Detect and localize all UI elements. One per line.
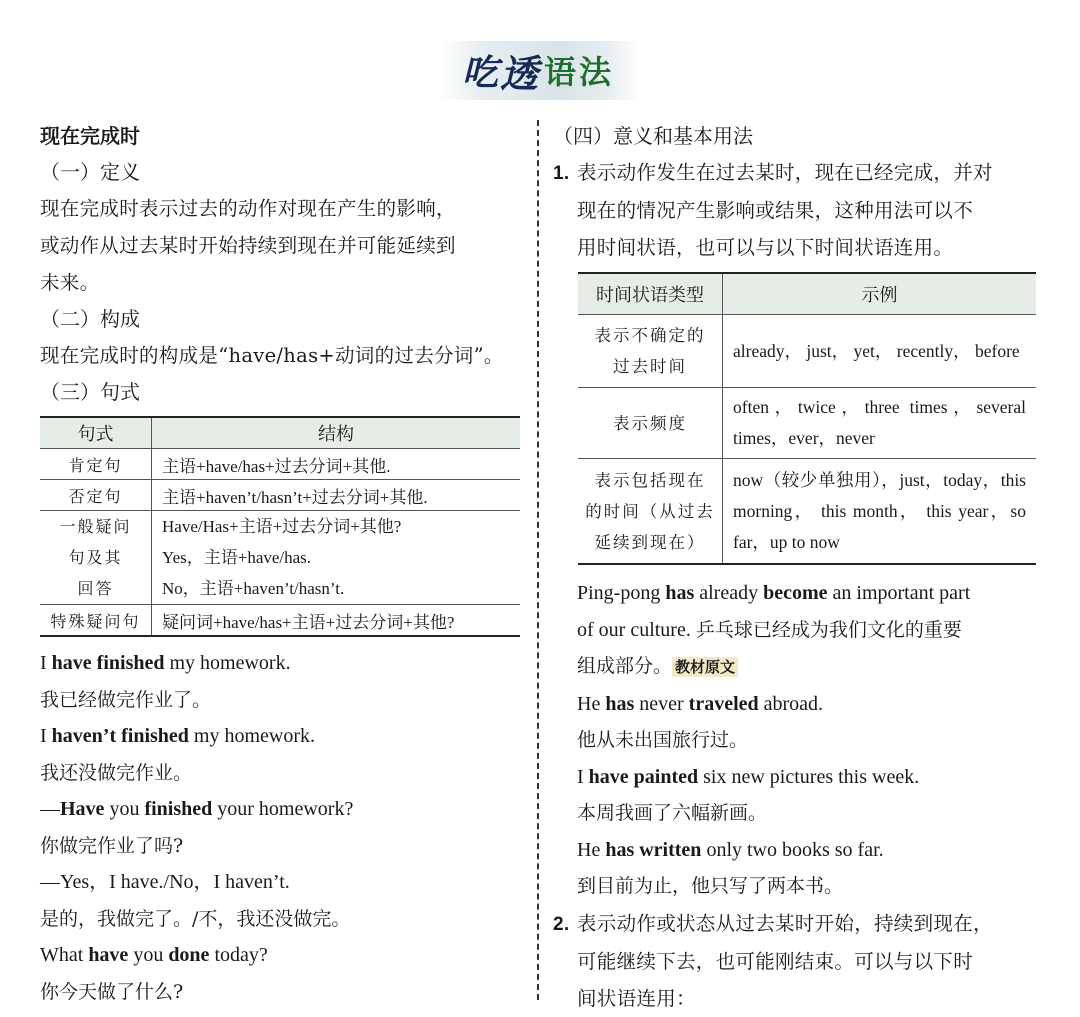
text: What [40,944,89,966]
table-cell [578,315,723,388]
text: I [577,765,589,788]
example-sentence [40,937,522,974]
table-row [40,511,520,605]
bold-text: finished [144,798,213,820]
example-sentence [577,759,1048,796]
table-cell: often，twice，three times，several times，ever，never [723,388,1037,459]
bold-text: have finished [51,652,165,674]
example-translation: 到目前为止，他只写了两本书。 [577,875,844,897]
sentence-pattern-table [40,416,520,637]
table-cell: now（较少单独用），just，today，this morning， this month， this year，so far，up to now [723,459,1037,565]
point-number: 1. [553,163,570,184]
text: six new pictures this week. [698,765,920,788]
example-translation [577,648,1048,686]
cell-line: 延续到现在） [594,532,706,552]
text: an important part [827,582,971,604]
table-header: 示例 [723,273,1037,315]
bold-text: traveled [688,692,759,715]
table-header: 时间状语类型 [578,273,723,315]
table-header-row [578,273,1036,315]
banner-part1: 吃 [461,52,500,94]
cell-line: Yes，主语+have/has. [162,548,312,567]
table-header-row [40,417,520,449]
left-column [40,118,522,1010]
form-heading: （二）构成 [40,307,140,331]
text: — [40,798,60,820]
bold-text: have painted [588,765,699,788]
cell-line: Have/Has+主语+过去分词+其他? [162,517,402,536]
bold-text: Have [60,798,105,820]
example-translation: 本周我画了六幅新画。 [577,802,768,824]
text: you [104,798,145,820]
table-cell [578,459,723,565]
text: 组成部分。 [577,655,673,677]
banner-part3: 语法 [544,53,615,91]
table-row [40,449,520,480]
definition-line: 或动作从过去某时开始持续到现在并可能延续到 [40,234,456,257]
cell-line: 表示包括现在 [594,470,706,490]
example-sentence: —Yes，I have./No，I haven’t. [40,871,290,893]
table-cell: 特殊疑问句 [40,605,152,637]
example-translation: 是的，我做完了。/不，我还没做完。 [40,907,351,930]
example-sentence [577,575,1048,612]
table-cell: 主语+have/has+过去分词+其他. [152,449,521,480]
table-row [578,459,1036,565]
text: only two books so far. [701,838,884,861]
example-sentence [577,832,1048,869]
bold-text: done [168,944,210,966]
example-translation: 他从未出国旅行过。 [577,729,749,751]
usage-point-2 [553,905,1048,1017]
cell-line: 表示频度 [613,413,687,433]
point-number: 2. [553,913,570,935]
definition-text [40,190,522,301]
cell-line: 过去时间 [613,357,687,376]
banner-part2: 透 [499,51,538,96]
usage-line [553,905,1048,943]
example-translation: 你今天做了什么? [40,980,184,1003]
cell-line: 回答 [77,579,114,598]
text: Ping-pong [577,582,666,604]
time-adverbial-table [578,272,1036,565]
form-text: 现在完成时的构成是“have/has+动词的过去分词”。 [40,344,504,367]
text: my homework. [188,725,316,747]
bold-text: haven’t finished [51,725,189,747]
usage-line: 间状语连用： [577,986,696,1010]
usage-line: 现在的情况产生影响或结果，这种用法可以不 [577,199,974,222]
table-row [40,605,520,637]
bold-text: become [763,582,828,604]
bold-text: has [665,582,695,604]
usage-line: 用时间状语，也可以与以下时间状语连用。 [577,236,954,259]
text: He [577,838,606,861]
column-divider [537,120,539,1000]
right-examples [553,575,1048,905]
example-sentence [40,718,522,755]
section-title: 现在完成时 [40,124,140,148]
example-sentence [577,686,1048,723]
table-cell [578,388,723,459]
right-column [553,118,1048,1017]
table-row [40,480,520,511]
usage-line [553,154,1048,192]
table-cell: 疑问词+have/has+主语+过去分词+其他? [152,605,521,637]
pattern-heading: （三）句式 [40,380,140,404]
text: 表示动作发生在过去某时，现在已经完成，并对 [577,161,993,184]
banner-box [440,41,640,100]
text: already [694,582,764,604]
table-header: 结构 [152,417,521,449]
cell-line: 句及其 [68,548,123,567]
text: your homework? [212,798,354,820]
cell-line: No，主语+haven’t/hasn’t. [162,579,345,598]
text: I [40,725,52,747]
cell-line: 一般疑问 [59,517,132,536]
text: of our culture. [577,618,696,641]
table-row [578,388,1036,459]
text: my homework. [164,652,291,674]
text: 表示动作或状态从过去某时开始，持续到现在， [577,911,993,935]
table-cell: 主语+haven’t/hasn’t+过去分词+其他. [152,480,521,511]
table-cell: 否定句 [40,480,152,511]
bold-text: has written [605,838,702,861]
cell-line: 的时间（从过去 [585,501,715,521]
bold-text: has [605,692,635,715]
table-cell: 肯定句 [40,449,152,480]
definition-line: 现在完成时表示过去的动作对现在产生的影响， [40,197,456,220]
table-row [578,315,1036,388]
table-cell [152,511,521,605]
text: He [577,692,606,715]
example-sentence [40,791,522,828]
text: today? [209,944,268,966]
table-header: 句式 [40,417,152,449]
bold-text: have [88,944,129,966]
usage-line: 可能继续下去，也可能刚结束。可以与以下时 [577,949,974,973]
example-translation: 我已经做完作业了。 [40,688,212,711]
text: never [634,692,689,715]
example-sentence [40,645,522,682]
usage-heading: （四）意义和基本用法 [553,124,753,148]
text: 乒乓球已经成为我们文化的重要 [695,618,962,641]
banner-title [0,40,1080,100]
text: you [128,944,169,966]
text: abroad. [758,692,824,715]
textbook-source-tag: 教材原文 [672,657,738,677]
example-sentence [577,612,1048,649]
usage-point-1 [553,154,1048,266]
definition-line: 未来。 [40,271,100,294]
text: I [40,652,52,674]
table-cell [40,511,152,605]
table-cell: already， just， yet， recently， before [723,315,1037,388]
definition-heading: （一）定义 [40,160,140,184]
example-translation: 我还没做完作业。 [40,761,193,784]
examples [40,645,522,1010]
cell-line: 表示不确定的 [594,326,706,345]
example-translation: 你做完作业了吗? [40,834,184,857]
